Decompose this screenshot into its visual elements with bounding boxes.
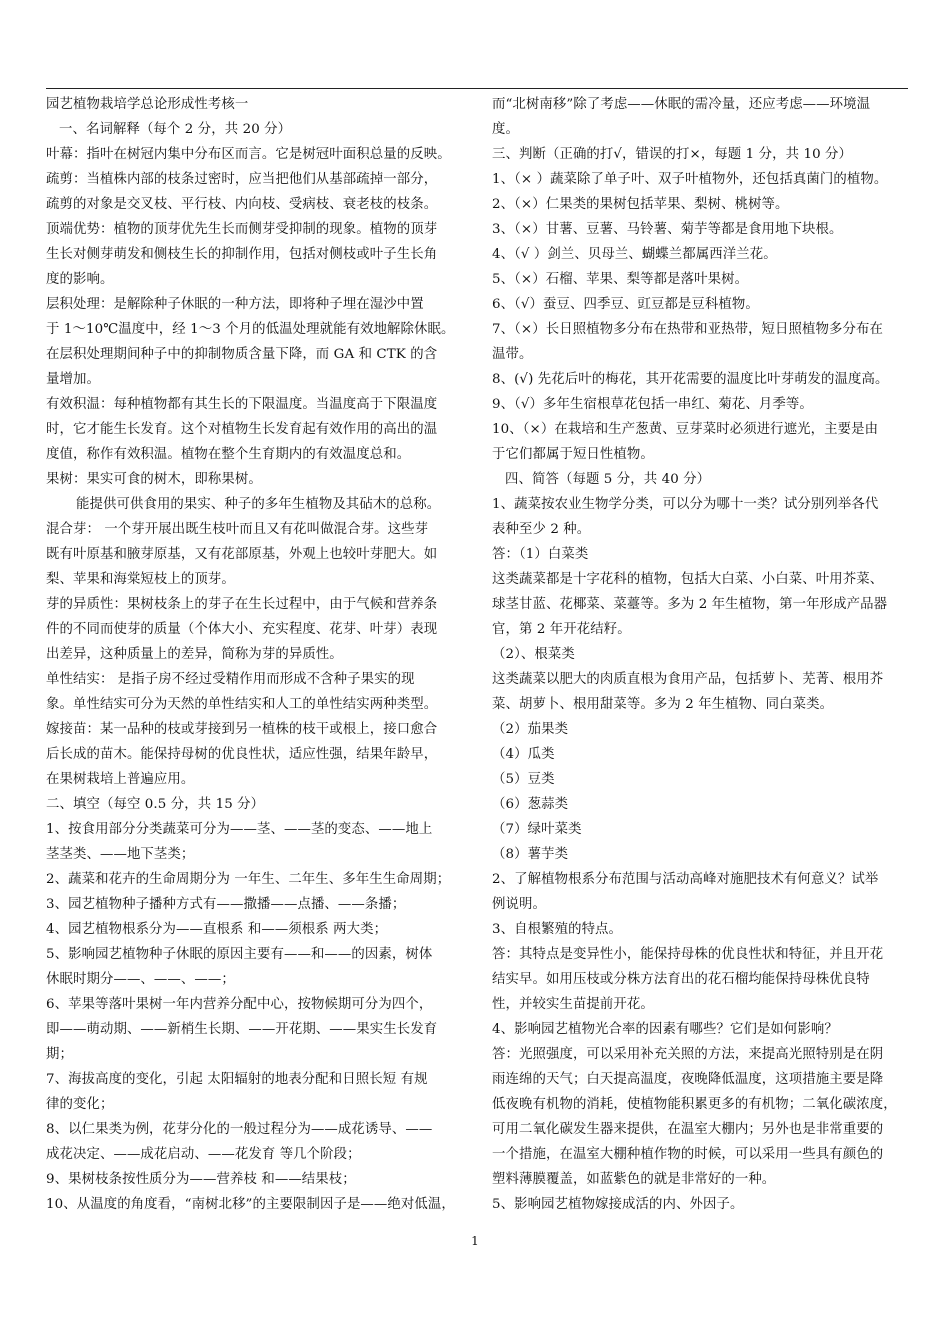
text-line: 例说明。 [492, 897, 546, 912]
text-line: 表种至少 2 种。 [492, 522, 591, 537]
text-line: 3、（×）甘薯、豆薯、马铃薯、菊芋等都是食用地下块根。 [492, 222, 843, 237]
text-line: （2）茄果类 [492, 722, 569, 737]
text-line: 有效积温：每种植物都有其生长的下限温度。当温度高于下限温度 [46, 397, 438, 412]
text-line: 可用二氧化碳发生器来提供，在温室大棚内；另外也是非常重要的 [492, 1122, 884, 1137]
text-line: 成花决定、——成花启动、——花发育 等几个阶段； [46, 1147, 361, 1162]
text-line: 时，它才能生长发育。这个对植物生长发育起有效作用的高出的温 [46, 422, 438, 437]
text-line: 答：其特点是变异性小，能保持母株的优良性状和特征，并且开花 [492, 947, 884, 962]
text-line: （8）薯芋类 [492, 847, 569, 862]
text-line: 梨、苹果和海棠短枝上的顶芽。 [46, 572, 235, 587]
text-line: （7）绿叶菜类 [492, 822, 582, 837]
text-line: 度值，称作有效积温。植物在整个生育期内的有效温度总和。 [46, 447, 411, 462]
text-line: 件的不同而使芽的质量（个体大小、充实程度、花芽、叶芽）表现 [46, 622, 438, 637]
text-line: （2）、根菜类 [492, 647, 575, 662]
text-line: （5）豆类 [492, 772, 555, 787]
text-line: 6、（√）蚕豆、四季豆、豇豆都是豆科植物。 [492, 297, 759, 312]
text-line: 雨连绵的天气；白天提高温度，夜晚降低温度，这项措施主要是降 [492, 1072, 884, 1087]
text-line: 4、（√ ）剑兰、贝母兰、蝴蝶兰都属西洋兰花。 [492, 247, 777, 262]
text-line: 生长对侧芽萌发和侧枝生长的抑制作用，包括对侧枝或叶子生长角 [46, 247, 438, 262]
text-line: 5、（×）石榴、苹果、梨等都是落叶果树。 [492, 272, 749, 287]
text-line: 单性结实： 是指子房不经过受精作用而形成不含种子果实的现 [46, 672, 415, 687]
text-line: 三、判断（正确的打√，错误的打×，每题 1 分，共 10 分） [492, 147, 853, 162]
text-line: 疏剪的对象是交叉枝、平行枝、内向枝、受病枝、衰老枝的枝条。 [46, 197, 438, 212]
text-line: 4、园艺植物根系分为——直根系 和——须根系 两大类； [46, 922, 388, 937]
text-line: 低夜晚有机物的消耗，使植物能积累更多的有机物；二氧化碳浓度， [492, 1097, 897, 1112]
text-line: 在果树栽培上普遍应用。 [46, 772, 195, 787]
text-line: 5、影响园艺植物种子休眠的原因主要有——和——的因素，树体 [46, 947, 433, 962]
text-line: 8、以仁果类为例，花芽分化的一般过程分为——成花诱导、—— [46, 1122, 433, 1137]
text-line: 象。单性结实可分为天然的单性结实和人工的单性结实两种类型。 [46, 697, 438, 712]
text-line: 9、（√）多年生宿根草花包括一串红、菊花、月季等。 [492, 397, 813, 412]
text-line: 于它们都属于短日性植物。 [492, 447, 654, 462]
text-line: 4、影响园艺植物光合率的因素有哪些？它们是如何影响？ [492, 1022, 838, 1037]
text-line: 层积处理：是解除种子休眠的一种方法，即将种子埋在湿沙中置 [46, 297, 424, 312]
text-line: 答：（1）白菜类 [492, 547, 589, 562]
text-line: （6）葱蒜类 [492, 797, 569, 812]
text-line: 答：光照强度，可以采用补充关照的方法，来提高光照特别是在阴 [492, 1047, 884, 1062]
text-line: 一个措施，在温室大棚种植作物的时候，可以采用一些具有颜色的 [492, 1147, 884, 1162]
left-column [46, 92, 458, 1217]
text-line: 在层积处理期间种子中的抑制物质含量下降，而 GA 和 CTK 的含 [46, 347, 438, 362]
text-line: 2、蔬菜和花卉的生命周期分为 一年生、二年生、多年生生命周期； [46, 872, 451, 887]
page-number: 1 [471, 1234, 479, 1248]
text-line: 2、（×）仁果类的果树包括苹果、梨树、桃树等。 [492, 197, 789, 212]
text-line: 6、苹果等落叶果树一年内营养分配中心，按物候期可分为四个， [46, 997, 433, 1012]
text-line: 于 1～10℃温度中，经 1～3 个月的低温处理就能有效地解除休眠。 [46, 322, 455, 337]
text-line: 10、（×）在栽培和生产葱黄、豆芽菜时必须进行遮光，主要是由 [492, 422, 879, 437]
text-line: 一、名词解释（每个 2 分，共 20 分） [59, 122, 292, 137]
text-line: 顶端优势：植物的顶芽优先生长而侧芽受抑制的现象。植物的顶芽 [46, 222, 438, 237]
text-line: 7、（×）长日照植物多分布在热带和亚热带，短日照植物多分布在 [492, 322, 883, 337]
text-line: 3、园艺植物种子播种方式有——撒播——点播、——条播； [46, 897, 406, 912]
text-line: 1、（× ）蔬菜除了单子叶、双子叶植物外，还包括真菌门的植物。 [492, 172, 888, 187]
text-line: 既有叶原基和腋芽原基，又有花部原基，外观上也较叶芽肥大。如 [46, 547, 438, 562]
text-line: 嫁接苗：某一品种的枝或芽接到另一植株的枝干或根上，接口愈合 [46, 722, 438, 737]
text-line: 性，并较实生苗提前开花。 [492, 997, 654, 1012]
header-rule [46, 88, 908, 89]
right-column [492, 92, 910, 1217]
text-line: 量增加。 [46, 372, 100, 387]
text-line: 而“北树南移”除了考虑——休眠的需冷量，还应考虑——环境温 [492, 97, 871, 112]
text-line: 园艺植物栽培学总论形成性考核一 [46, 97, 249, 112]
text-line: 二、填空（每空 0.5 分，共 15 分） [46, 797, 265, 812]
text-line: 1、蔬菜按农业生物学分类，可以分为哪十一类？试分别列举各代 [492, 497, 879, 512]
text-line: 菜、胡萝卜、根用甜菜等。多为 2 年生植物、同白菜类。 [492, 697, 834, 712]
text-line: 1、按食用部分分类蔬菜可分为——茎、——茎的变态、——地上 [46, 822, 433, 837]
text-line: 四、简答（每题 5 分，共 40 分） [505, 472, 711, 487]
text-line: 这类蔬菜都是十字花科的植物，包括大白菜、小白菜、叶用芥菜、 [492, 572, 884, 587]
text-line: 叶幕：指叶在树冠内集中分布区而言。它是树冠叶面积总量的反映。 [46, 147, 451, 162]
text-line: 2、了解植物根系分布范围与活动高峰对施肥技术有何意义？试举 [492, 872, 879, 887]
text-line: 休眠时期分——、——、——； [46, 972, 235, 987]
text-line: 出差异，这种质量上的差异，简称为芽的异质性。 [46, 647, 343, 662]
text-line: 果树：果实可食的树木，即称果树。 [46, 472, 262, 487]
text-line: 温带。 [492, 347, 533, 362]
text-line: 8、(√) 先花后叶的梅花，其开花需要的温度比叶芽萌发的温度高。 [492, 372, 889, 387]
text-line: （4）瓜类 [492, 747, 555, 762]
text-line: 结实早。如用压枝或分株方法育出的花石榴均能保持母株优良特 [492, 972, 870, 987]
text-line: 球茎甘蓝、花椰菜、菜薹等。多为 2 年生植物，第一年形成产品器 [492, 597, 888, 612]
text-line: 期； [46, 1047, 73, 1062]
text-line: 塑料薄膜覆盖，如蓝紫色的就是非常好的一种。 [492, 1172, 776, 1187]
text-line: 能提供可供食用的果实、种子的多年生植物及其砧木的总称。 [76, 497, 441, 512]
text-line: 10、从温度的角度看，“南树北移”的主要限制因子是——绝对低温， [46, 1197, 455, 1212]
text-line: 茎茎类、——地下茎类； [46, 847, 195, 862]
text-line: 7、海拔高度的变化，引起 太阳辐射的地表分配和日照长短 有规 [46, 1072, 428, 1087]
text-line: 度。 [492, 122, 519, 137]
text-line: 后长成的苗木。能保持母树的优良性状，适应性强，结果年龄早， [46, 747, 438, 762]
text-line: 9、果树枝条按性质分为——营养枝 和——结果枝； [46, 1172, 356, 1187]
text-line: 5、影响园艺植物嫁接成活的内、外因子。 [492, 1197, 744, 1212]
text-line: 这类蔬菜以肥大的肉质直根为食用产品，包括萝卜、芜菁、根用芥 [492, 672, 884, 687]
text-line: 混合芽： 一个芽开展出既生枝叶而且又有花叫做混合芽。这些芽 [46, 522, 429, 537]
text-line: 官，第 2 年开花结籽。 [492, 622, 631, 637]
text-line: 疏剪：当植株内部的枝条过密时，应当把他们从基部疏掉一部分， [46, 172, 438, 187]
text-line: 度的影响。 [46, 272, 114, 287]
text-line: 律的变化； [46, 1097, 114, 1112]
text-line: 芽的异质性：果树枝条上的芽子在生长过程中，由于气候和营养条 [46, 597, 438, 612]
text-line: 即——萌动期、——新梢生长期、——开花期、——果实生长发育 [46, 1022, 438, 1037]
text-line: 3、自根繁殖的特点。 [492, 922, 623, 937]
